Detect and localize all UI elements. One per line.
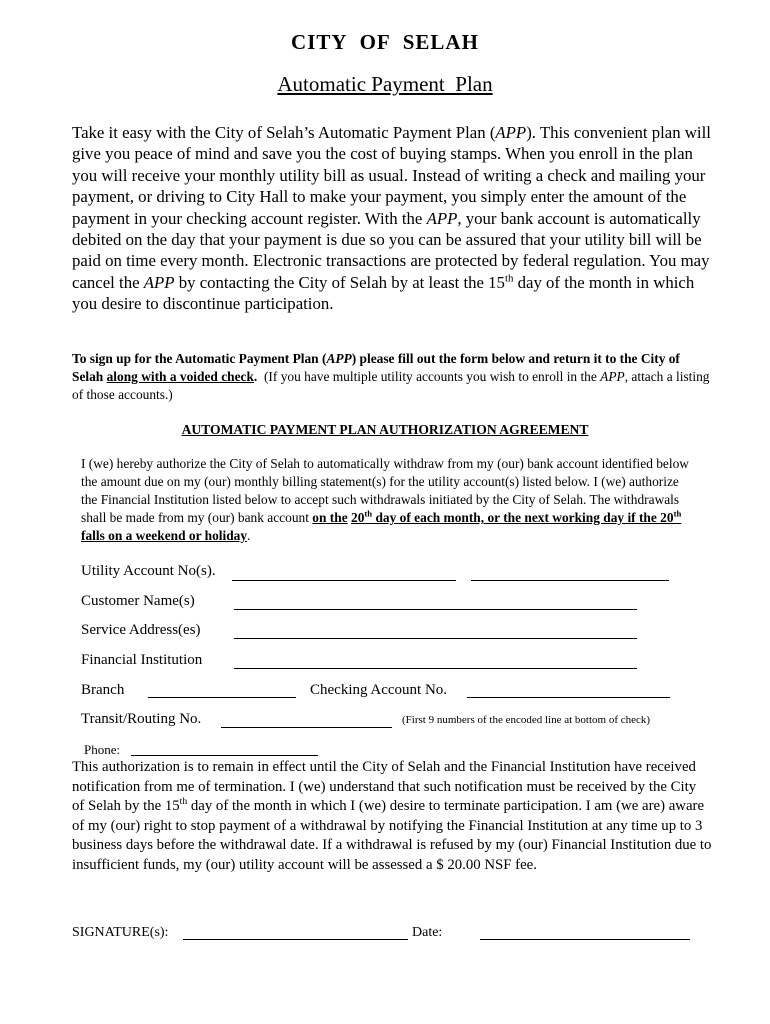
- signup-text: .: [253, 369, 258, 384]
- day-number: 20: [351, 510, 365, 525]
- signature-input[interactable]: [183, 939, 408, 940]
- page-subtitle: Automatic Payment Plan: [277, 72, 493, 96]
- financial-institution-input[interactable]: [234, 668, 637, 669]
- intro-text: Take it easy with the City of Selah’s Automatic Payment Plan (: [72, 123, 496, 142]
- signup-text: To sign up for the Automatic Payment Plan (: [72, 351, 327, 366]
- app-term: APP: [495, 123, 527, 142]
- authorization-paragraph: [72, 758, 712, 876]
- withdrawal-date-text: day of each month, or the next working day if the 20: [372, 510, 674, 525]
- date-label: Date:: [412, 925, 443, 940]
- ordinal-suffix: th: [179, 796, 188, 808]
- service-address-input[interactable]: [234, 638, 637, 639]
- intro-text: ). This convenient plan will give you peace of mind and save you the cost of buying stamps. When you enroll in the plan you will receive your monthly utility bill as usual. Instead of writing a check and mailing your payment, or driving to City Hall to make your payment, you simply enter the amount of the payment in your checking account register. With the: [72, 123, 711, 228]
- date-input[interactable]: [480, 939, 690, 940]
- app-term: APP: [326, 351, 352, 366]
- signup-instructions: [72, 350, 712, 404]
- withdrawal-date-note: on the: [312, 510, 348, 525]
- service-address-label: Service Address(es): [81, 622, 201, 638]
- agreement-end: .: [247, 528, 251, 543]
- agreement-text: [81, 455, 691, 545]
- app-term: APP: [143, 272, 175, 292]
- title-word: CITY: [291, 30, 348, 54]
- ordinal-suffix: th: [504, 272, 514, 285]
- authorization-text: day of the month in which I (we) desire to terminate participation. I am (we are) aware of my (our) right to stop payment of a withdrawal by notifying the Financial Institution at any time up to 3 business days before the withdrawal date. If a withdrawal is refused by my (our) Financial Institution due to insufficient funds, my (our) utility account will be assessed a $ 20.00 NSF fee.: [72, 798, 712, 873]
- intro-text: by contacting the City of Selah by at least the 15: [174, 272, 505, 292]
- transit-routing-input[interactable]: [221, 727, 392, 728]
- authorization-text: This authorization is to remain in effect until the City of Selah and the Financial Institution have received notification from me of termination. I (we) understand that such notification must be received by the City of Selah by the 15: [72, 759, 697, 815]
- title-word: OF: [359, 30, 391, 54]
- phone-input[interactable]: [131, 755, 318, 756]
- utility-account-input-2[interactable]: [471, 580, 669, 581]
- customer-name-label: Customer Name(s): [81, 593, 195, 609]
- branch-label: Branch: [81, 682, 125, 698]
- utility-account-label: Utility Account No(s).: [81, 563, 216, 579]
- withdrawal-date-text: falls on a weekend or holiday: [81, 528, 248, 543]
- page-title: [0, 30, 770, 55]
- app-term: APP: [426, 208, 458, 228]
- checking-account-label: Checking Account No.: [310, 682, 448, 698]
- transit-routing-label: Transit/Routing No.: [81, 711, 202, 727]
- transit-routing-note-text: (First 9 numbers of the encoded line at bottom of check): [402, 714, 651, 726]
- ordinal-suffix: th: [673, 508, 682, 519]
- signup-text: ) please fill out the form below and return it to the City of Selah: [72, 351, 680, 384]
- signature-label: SIGNATURE(s):: [72, 925, 169, 940]
- intro-text: , your bank account is automatically debited on the day that your payment is due so you can be assured that your utility bill will be paid on time every month. Electronic transactions are protected by federal regulation. You may cancel the: [72, 208, 710, 292]
- utility-account-input[interactable]: [232, 580, 456, 581]
- voided-check-note: along with a voided check: [106, 369, 254, 384]
- intro-paragraph: [72, 122, 712, 315]
- transit-routing-note: [402, 711, 650, 728]
- customer-name-input[interactable]: [234, 609, 637, 610]
- intro-text: day of the month in which you desire to discontinue participation.: [72, 272, 695, 314]
- phone-label: Phone:: [84, 742, 121, 757]
- ordinal-suffix: th: [364, 508, 373, 519]
- financial-institution-label: Financial Institution: [81, 652, 203, 668]
- app-term: APP: [600, 369, 625, 384]
- checking-account-input[interactable]: [467, 697, 670, 698]
- signup-note: (If you have multiple utility accounts you wish to enroll in the: [257, 369, 601, 384]
- signup-note: , attach a listing of those accounts.): [72, 369, 710, 402]
- agreement-body: I (we) hereby authorize the City of Selah to automatically withdraw from my (our) bank account identified below the amount due on my (our) monthly billing statement(s) for the utility account(s) listed below. I (we) authorize the Financial Institution listed below to accept such withdrawals initiated by the City of Selah. The withdrawals shall be made from my (our) bank account: [81, 456, 689, 525]
- branch-input[interactable]: [148, 697, 296, 698]
- title-word: SELAH: [402, 30, 479, 54]
- agreement-heading: AUTOMATIC PAYMENT PLAN AUTHORIZATION AGREEMENT: [181, 422, 589, 437]
